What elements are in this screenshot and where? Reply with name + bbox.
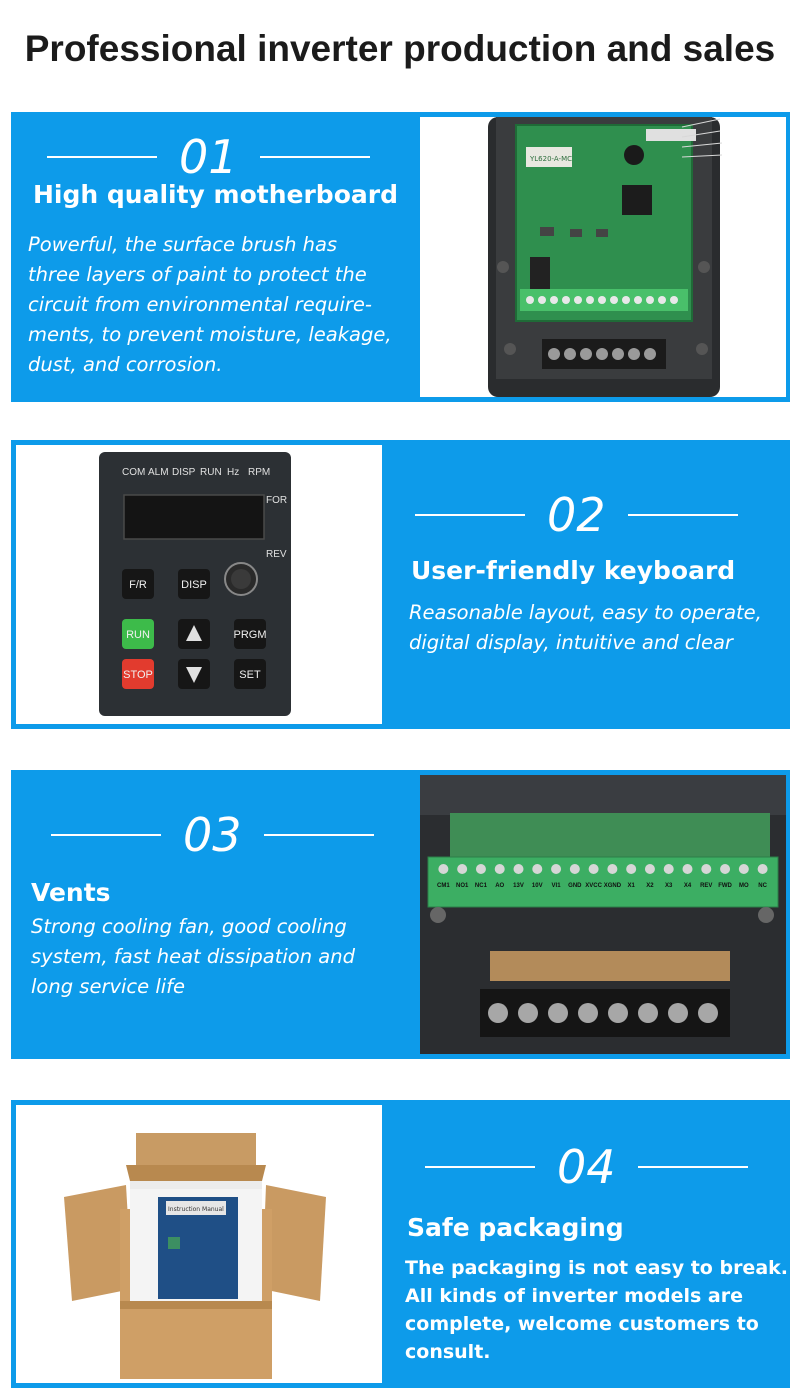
key-prgm: PRGM [233,629,267,641]
box-photo [16,1105,382,1383]
power-terminal-screw [488,1003,508,1023]
terminal-label: NC [758,883,767,889]
section-number: 04 [557,1140,616,1194]
indicator-hz: Hz [227,467,240,478]
description-line: consult. [405,1341,491,1363]
indicator-for: FOR [266,495,288,506]
divider-right [638,1166,748,1168]
section-heading: User-friendly keyboard [411,556,736,585]
terminal-screw [683,864,693,874]
divider-left [425,1166,535,1168]
key-fr: F/R [129,579,147,591]
key-run: RUN [126,629,150,641]
power-terminal-screw [548,1003,568,1023]
terminal-label: NC1 [474,883,487,889]
section-description [405,1254,788,1366]
power-terminal-screw [518,1003,538,1023]
section-number: 02 [547,488,606,542]
description-line: digital display, intuitive and clear [409,631,733,654]
key-set: SET [239,669,261,681]
description-line: Strong cooling fan, good cooling [31,915,347,938]
divider-right [264,834,374,836]
terminal-screw [626,864,636,874]
terminal-screw [514,864,524,874]
divider-left [415,514,525,516]
terminal-label: X4 [683,883,692,889]
terminal-screw [664,864,674,874]
terminal-screw [720,864,730,874]
section-keyboard [11,440,790,729]
description-line: ments, to prevent moisture, leakage, [28,323,392,346]
terminal-screw [476,864,486,874]
divider-left [51,834,161,836]
page-title: Professional inverter production and sales [24,28,776,69]
terminal-screw [532,864,542,874]
section-motherboard [11,112,790,402]
indicator-rpm: RPM [248,467,271,478]
description-line: system, fast heat dissipation and [31,945,355,968]
terminal-label: GND [568,883,582,889]
description-line: Reasonable layout, easy to operate, [409,601,762,624]
terminal-label: AO [495,883,505,889]
section-heading: High quality motherboard [33,180,398,209]
power-terminal-screw [578,1003,598,1023]
description-line: circuit from environmental require- [28,293,372,316]
terminal-screw [457,864,467,874]
terminal-label: NO1 [455,883,469,889]
description-line: Powerful, the surface brush has [28,233,338,256]
terminal-screw [758,864,768,874]
section-number: 01 [179,130,238,184]
power-terminal-screw [608,1003,628,1023]
terminal-screw [551,864,561,874]
indicator-com: COM [122,467,146,478]
terminal-label: X1 [627,883,635,889]
power-terminal-screw [668,1003,688,1023]
key-disp: DISP [181,579,207,591]
power-terminal-screw [698,1003,718,1023]
section-description [409,598,787,658]
section-heading: Vents [31,878,111,907]
section-heading: Safe packaging [407,1213,624,1242]
description-line: long service life [31,975,186,998]
section-number-row [51,808,374,862]
divider-right [628,514,738,516]
terminal-label: VI1 [551,883,561,889]
indicator-rev: REV [266,549,287,560]
terminal-screw [739,864,749,874]
terminal-label: 10V [531,883,543,889]
divider-left [47,156,157,158]
motherboard-photo [420,117,786,397]
section-packaging [11,1100,790,1388]
keypad-photo [16,445,382,724]
section-description [31,912,416,1002]
manual-label: Instruction Manual [168,1206,224,1213]
section-number: 03 [183,808,242,862]
terminal-screw [645,864,655,874]
indicator-alm: ALM [148,467,169,478]
key-stop: STOP [123,669,153,681]
terminal-screw [438,864,448,874]
terminal-label: XVCC [585,883,602,889]
terminal-label: FWD [718,883,732,889]
terminal-label: CM1 [437,883,450,889]
terminal-photo [420,775,786,1054]
terminal-label: XGND [603,883,622,889]
terminal-label: X2 [646,883,654,889]
terminal-label: MO [738,883,749,889]
terminal-screw [607,864,617,874]
section-number-row [415,488,738,542]
terminal-label: X3 [665,883,673,889]
description-line: All kinds of inverter models are [405,1285,743,1307]
terminal-label: REV [700,883,713,889]
description-line: The packaging is not easy to break. [405,1257,788,1279]
terminal-label: 13V [513,883,524,889]
description-line: dust, and corrosion. [28,353,223,376]
indicator-disp: DISP [172,467,196,478]
divider-right [260,156,370,158]
section-number-row [425,1140,748,1194]
terminal-screw [701,864,711,874]
section-description [28,230,423,380]
power-terminal-screw [638,1003,658,1023]
indicator-run: RUN [200,467,222,478]
board-label: YL620-A-MC [530,155,572,163]
description-line: complete, welcome customers to [405,1313,759,1335]
terminal-screw [589,864,599,874]
description-line: three layers of paint to protect the [28,263,367,286]
section-number-row [47,130,370,184]
terminal-screw [570,864,580,874]
section-vents [11,770,790,1059]
terminal-screw [495,864,505,874]
